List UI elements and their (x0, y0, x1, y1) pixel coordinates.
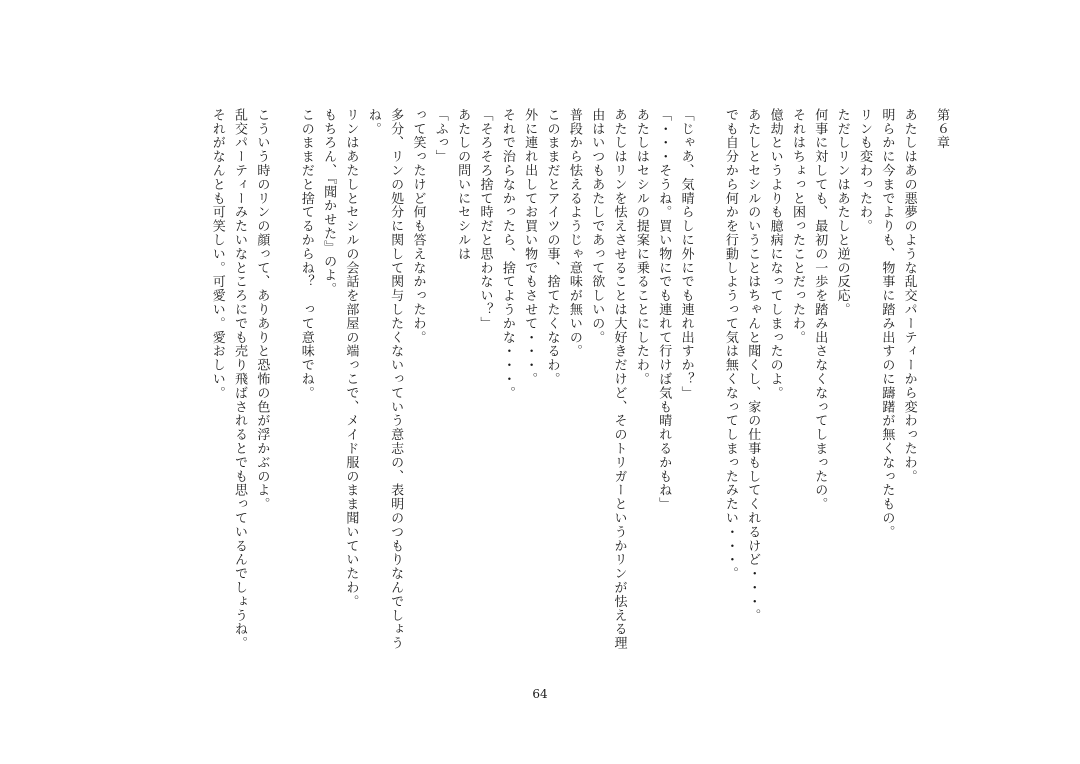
text-line: 乱交パーティーみたいなところにでも売り飛ばされるとでも思っているんでしょうね。 (232, 108, 248, 651)
text-line: このままだとアイツの事、捨てたくなるわ。 (544, 108, 560, 386)
text-line: あたしはリンを怯えさせることは大好きだけど、そのトリガーというかリンが怯える理 (611, 108, 627, 651)
text-line: それがなんとも可笑しい。可愛い。愛おしい。 (209, 108, 225, 400)
text-line: 「・・・そうね。買い物にでも連れて行けば気も晴れるかもね」 (656, 108, 672, 512)
text-line: こういう時のリンの顔って、ありありと恐怖の色が浮かぶのよ。 (254, 108, 270, 512)
text-line: このままだと捨てるからね？ って意味でね。 (298, 108, 314, 400)
text-line: あたしの問いにセシルは (455, 108, 471, 261)
text-line: ただしリンはあたしと逆の反応。 (834, 108, 850, 317)
blank-line (697, 108, 719, 668)
text-line: それで治らなかったら、捨てようかな・・・。 (499, 108, 515, 400)
text-line: リンはあたしとセシルの会話を部屋の端っこで、メイド服のまま聞いていたわ。 (343, 108, 359, 609)
text-line: って笑ったけど何も答えなかったわ。 (410, 108, 426, 345)
text-line: 「そろそろ捨て時だと思わない？」 (477, 108, 493, 331)
text-line: もちろん、『聞かせた』のよ。 (321, 108, 337, 297)
text-line: でも自分から何かを行動しようって気は無くなってしまったみたい・・・。 (722, 108, 738, 581)
chapter-title: 第６章 (934, 108, 949, 150)
text-line: ね。 (365, 108, 381, 136)
text-line: 明らかに今までよりも、物事に踏み出すのに躊躇が無くなったもの。 (879, 108, 895, 539)
text-line: 外に連れ出してお買い物でもさせて・・・。 (522, 108, 538, 386)
page-number: 64 (532, 687, 548, 701)
vertical-text-body (205, 108, 952, 668)
text-line: 「ふっ」 (432, 108, 448, 164)
text-line: 億劫というよりも臆病になってしまったのよ。 (767, 108, 783, 400)
text-line: あたしはあの悪夢のような乱交パーティーから変わったわ。 (901, 108, 917, 484)
text-line: 多分、リンの処分に関して関与したくないっていう意志の、表明のつもりなんでしょう (388, 108, 404, 651)
text-line: あたしはセシルの提案に乗ることにしたわ。 (633, 108, 649, 386)
text-line: あたしとセシルのいうことはちゃんと聞くし、家の仕事もしてくれるけど・・・。 (745, 108, 761, 623)
text-line: 「じゃあ、気晴らしに外にでも連れ出すか？」 (678, 108, 694, 400)
text-line: それはちょっと困ったことだったわ。 (789, 108, 805, 345)
text-line: 普段から怯えるようじゃ意味が無いの。 (566, 108, 582, 359)
text-line: 由はいつもあたしであって欲しいの。 (589, 108, 605, 345)
text-line: 何事に対しても、最初の一歩を踏み出さなくなってしまったの。 (812, 108, 828, 512)
text-line: リンも変わったわ。 (856, 108, 872, 234)
blank-line (272, 108, 294, 668)
